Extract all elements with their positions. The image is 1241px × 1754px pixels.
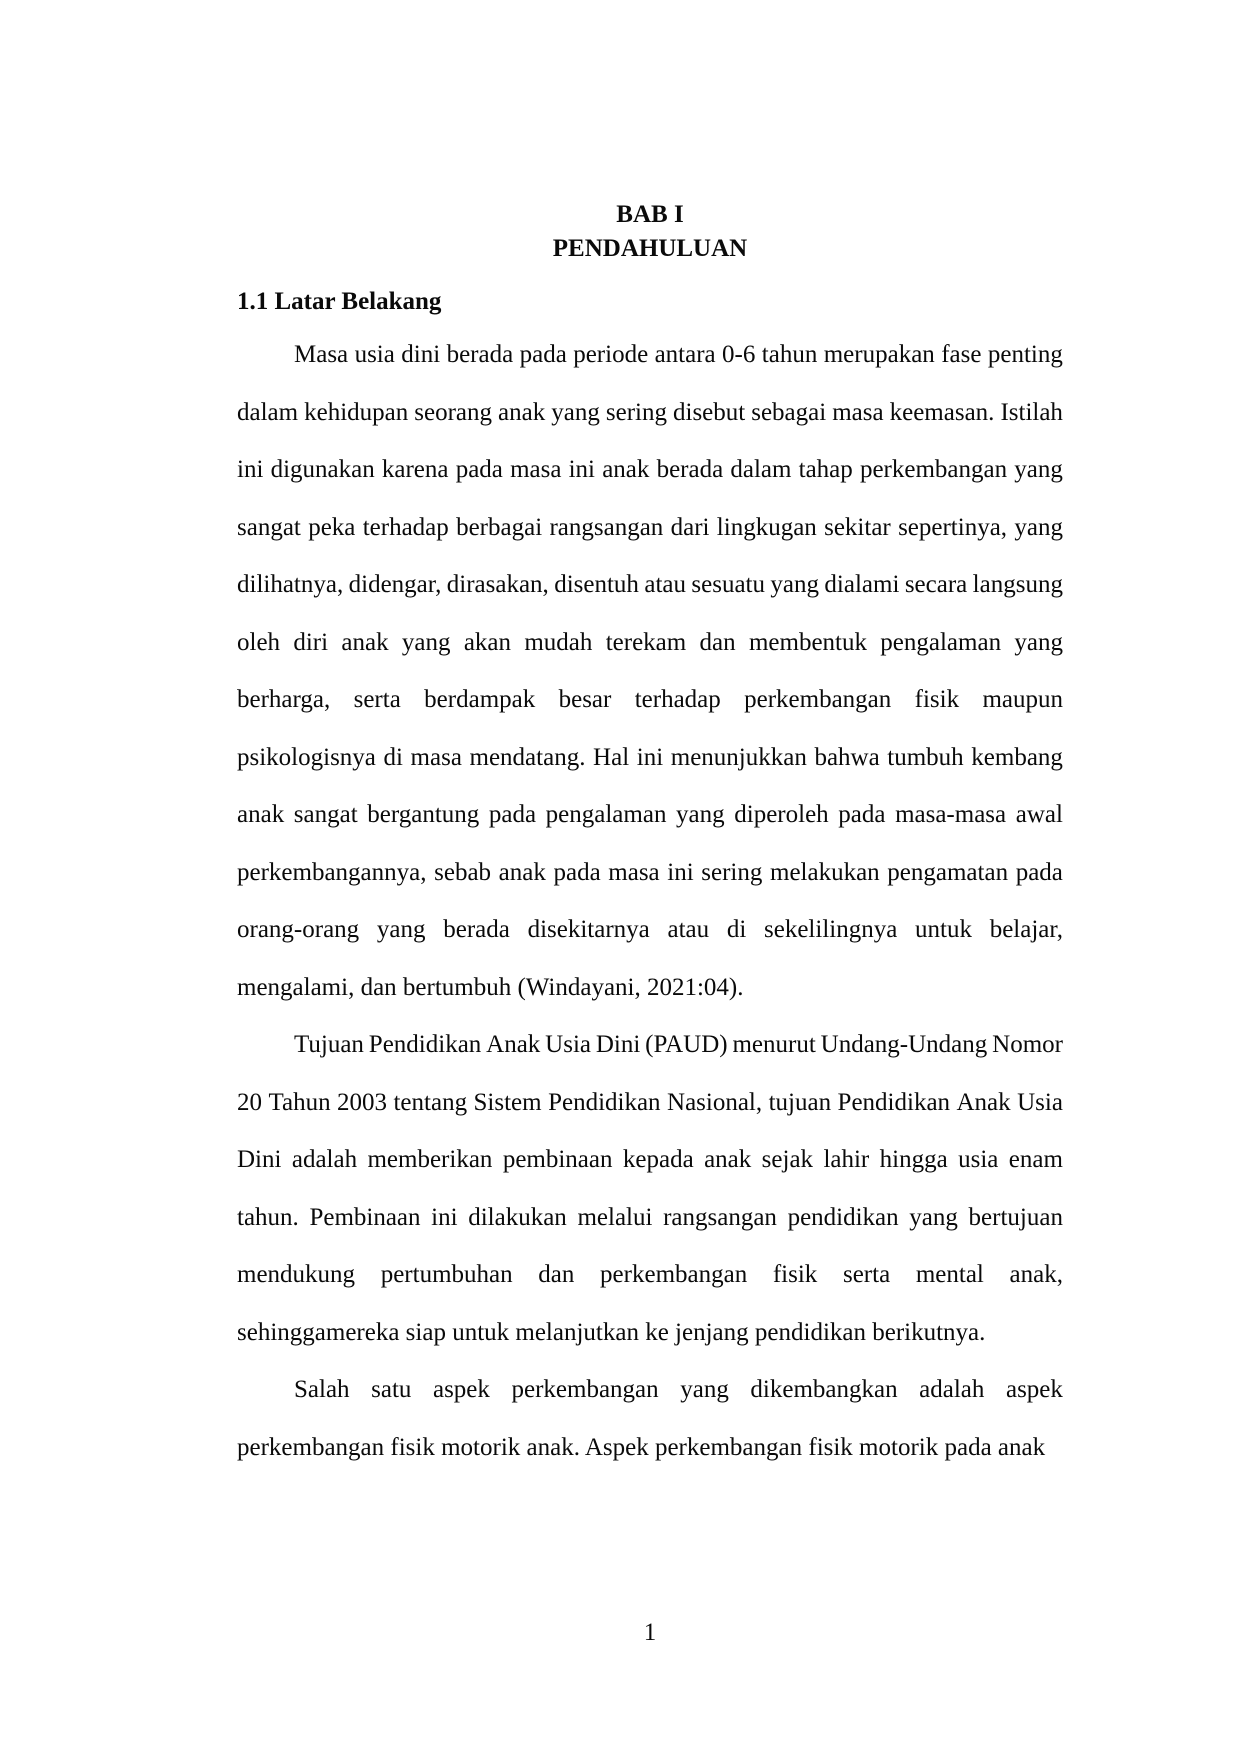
chapter-name: PENDAHULUAN	[552, 235, 748, 262]
text-line: anak sangat bergantung pada pengalaman yang diperoleh pada masa-masa awal	[237, 801, 1063, 828]
chapter-number: BAB I	[616, 201, 684, 228]
text-line: Masa usia dini berada pada periode antara 0-6 tahun merupakan fase penting	[294, 341, 1063, 368]
body-text	[237, 326, 1063, 1476]
section-heading: 1.1 Latar Belakang	[237, 288, 442, 315]
text-line: berharga, serta berdampak besar terhadap perkembangan fisik maupun	[237, 686, 1063, 713]
text-line: Dini adalah memberikan pembinaan kepada anak sejak lahir hingga usia enam	[237, 1146, 1063, 1173]
text-line: oleh diri anak yang akan mudah terekam dan membentuk pengalaman yang	[237, 628, 1063, 656]
text-line: mengalami, dan bertumbuh (Windayani, 2021:04).	[237, 973, 744, 1001]
page-number: 1	[643, 1619, 657, 1646]
text-line: psikologisnya di masa mendatang. Hal ini menunjukkan bahwa tumbuh kembang	[237, 743, 1063, 771]
text-line: Salah satu aspek perkembangan yang dikembangkan adalah aspek	[294, 1376, 1063, 1403]
text-line: mendukung pertumbuhan dan perkembangan fisik serta mental anak,	[237, 1261, 1063, 1288]
paragraph	[237, 1016, 1063, 1361]
paragraph	[237, 326, 1063, 1016]
paragraph	[237, 1361, 1063, 1476]
chapter-title	[237, 198, 1063, 266]
text-line: 20 Tahun 2003 tentang Sistem Pendidikan Nasional, tujuan Pendidikan Anak Usia	[237, 1088, 1063, 1116]
text-line: perkembangannya, sebab anak pada masa ini sering melakukan pengamatan pada	[237, 858, 1063, 886]
text-line: ini digunakan karena pada masa ini anak berada dalam tahap perkembangan yang	[237, 456, 1063, 483]
text-line: perkembangan fisik motorik anak. Aspek perkembangan fisik motorik pada anak	[237, 1433, 1046, 1461]
text-line: dilihatnya, didengar, dirasakan, disentuh atau sesuatu yang dialami secara langsung	[237, 571, 1063, 598]
text-line: tahun. Pembinaan ini dilakukan melalui rangsangan pendidikan yang bertujuan	[237, 1203, 1063, 1231]
text-line: dalam kehidupan seorang anak yang sering disebut sebagai masa keemasan. Istilah	[237, 398, 1063, 426]
text-line: Tujuan Pendidikan Anak Usia Dini (PAUD) menurut Undang-Undang Nomor	[294, 1031, 1063, 1058]
text-line: orang-orang yang berada disekitarnya atau di sekelilingnya untuk belajar,	[237, 916, 1063, 943]
text-line: sangat peka terhadap berbagai rangsangan dari lingkugan sekitar sepertinya, yang	[237, 513, 1063, 541]
page-content	[237, 198, 1063, 1476]
text-line: sehinggamereka siap untuk melanjutkan ke jenjang pendidikan berikutnya.	[237, 1318, 986, 1346]
